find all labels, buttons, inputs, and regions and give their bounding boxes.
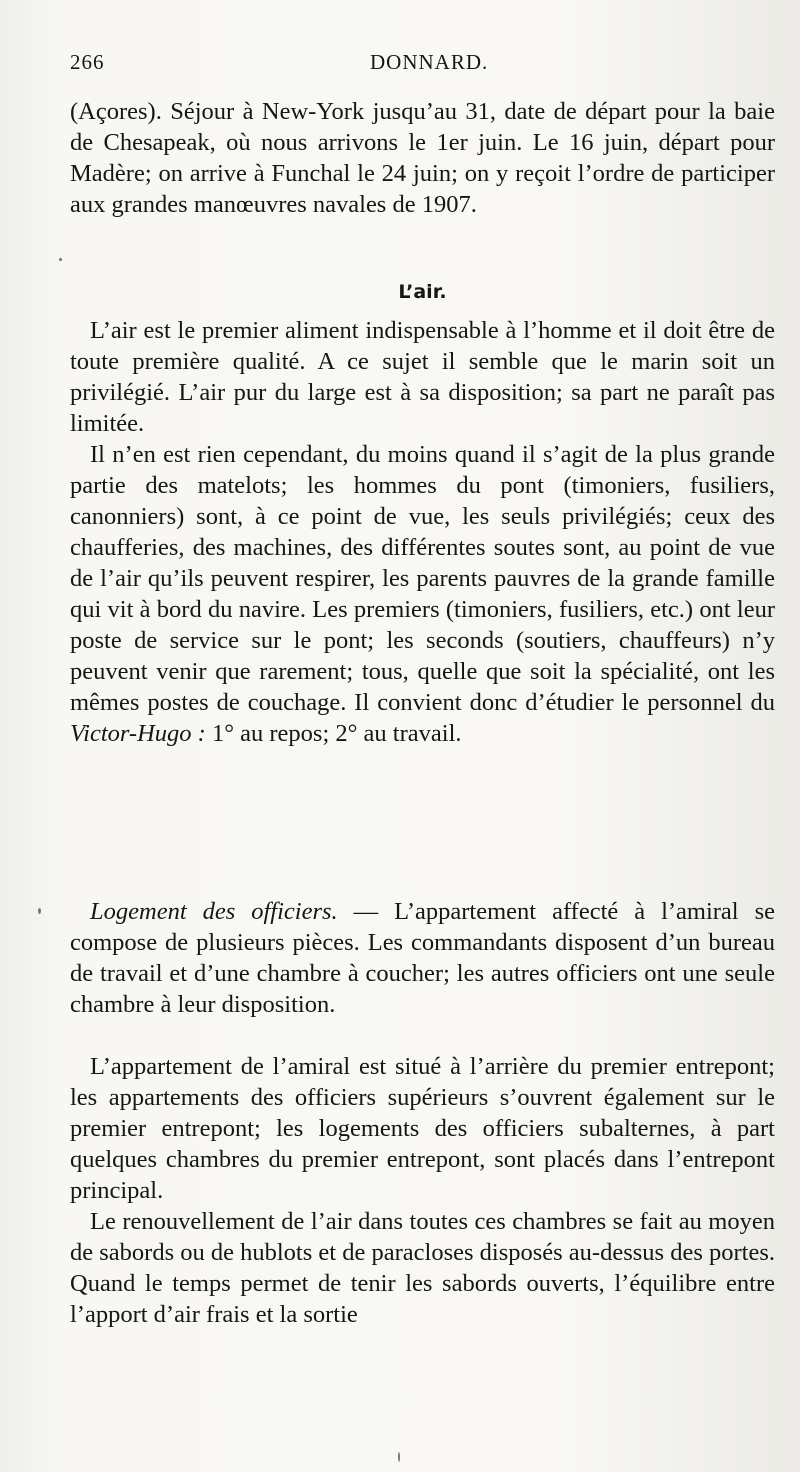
scan-speck — [38, 908, 41, 914]
paragraph-ventilation: Le renouvellement de l’air dans toutes ces chambres se fait au moyen de sabords ou de hublots et de paracloses disposés au-dessus des portes. Quand le temps permet de tenir les sabords ouverts, l’équilibre entre l’apport d’air frais et la sortie — [70, 1208, 775, 1328]
paragraph-officers-text: — L’appartement affecté à l’amiral se compose de plusieurs pièces. Les commandants disposent d’un bureau de travail et d’une chambre à coucher; les autres officiers ont une seule chambre à leur disposition. — [70, 898, 776, 1018]
paragraph-continuation: (Açores). Séjour à New-York jusqu’au 31, date de départ pour la baie de Chesapeak, où nous arrivons le 1er juin. Le 16 juin, départ pour Madère; on arrive à Funchal le 24 juin; on y reçoit l’ordre de participer aux grandes manœuvres navales de 1907. — [70, 98, 775, 218]
page-header — [70, 50, 775, 86]
paragraph-air-intro: L’air est le premier aliment indispensable à l’homme et il doit être de toute première qualité. A ce sujet il semble que le marin soit un privilégié. L’air pur du large est à sa disposition; sa part ne paraît pas limitée. — [70, 317, 775, 437]
paragraph-crew — [70, 439, 775, 749]
page-number: 266 — [70, 50, 105, 74]
paragraph-officers — [70, 896, 775, 1020]
section-heading: L’air. — [398, 281, 447, 303]
ship-name: Victor-Hugo : — [70, 720, 206, 747]
paragraph-apartments: L’appartement de l’amiral est situé à l’arrière du premier entrepont; les appartements des officiers supérieurs s’ouvrent également sur le premier entrepont; les logements des officiers subalternes, à part quelques chambres du premier entrepont, sont placés dans l’entrepont principal. — [70, 1053, 775, 1204]
paragraph-crew-text: Il n’en est rien cependant, du moins quand il s’agit de la plus grande partie des matelots; les hommes du pont (timoniers, fusiliers, canonniers) sont, à ce point de vue, les seuls privilégiés; ceux des chaufferies, des machines, des différentes soutes sont, au point de vue de l’air qu’ils peuvent respirer, les parents pauvres de la grande famille qui vit à bord du navire. Les premiers (timoniers, fusiliers, etc.) ont leur poste de service sur le pont; les seconds (soutiers, chauffeurs) n’y peuvent venir que rarement; tous, quelle que soit la spécialité, ont les mêmes postes de couchage. Il convient donc d’étudier le personnel du — [70, 441, 775, 716]
subsection-title: Logement des officiers. — [90, 898, 338, 925]
scan-speck — [398, 1452, 400, 1462]
scan-speck — [59, 258, 62, 261]
running-head: DONNARD. — [370, 50, 489, 74]
paragraph-crew-end: 1° au repos; 2° au travail. — [211, 720, 462, 747]
